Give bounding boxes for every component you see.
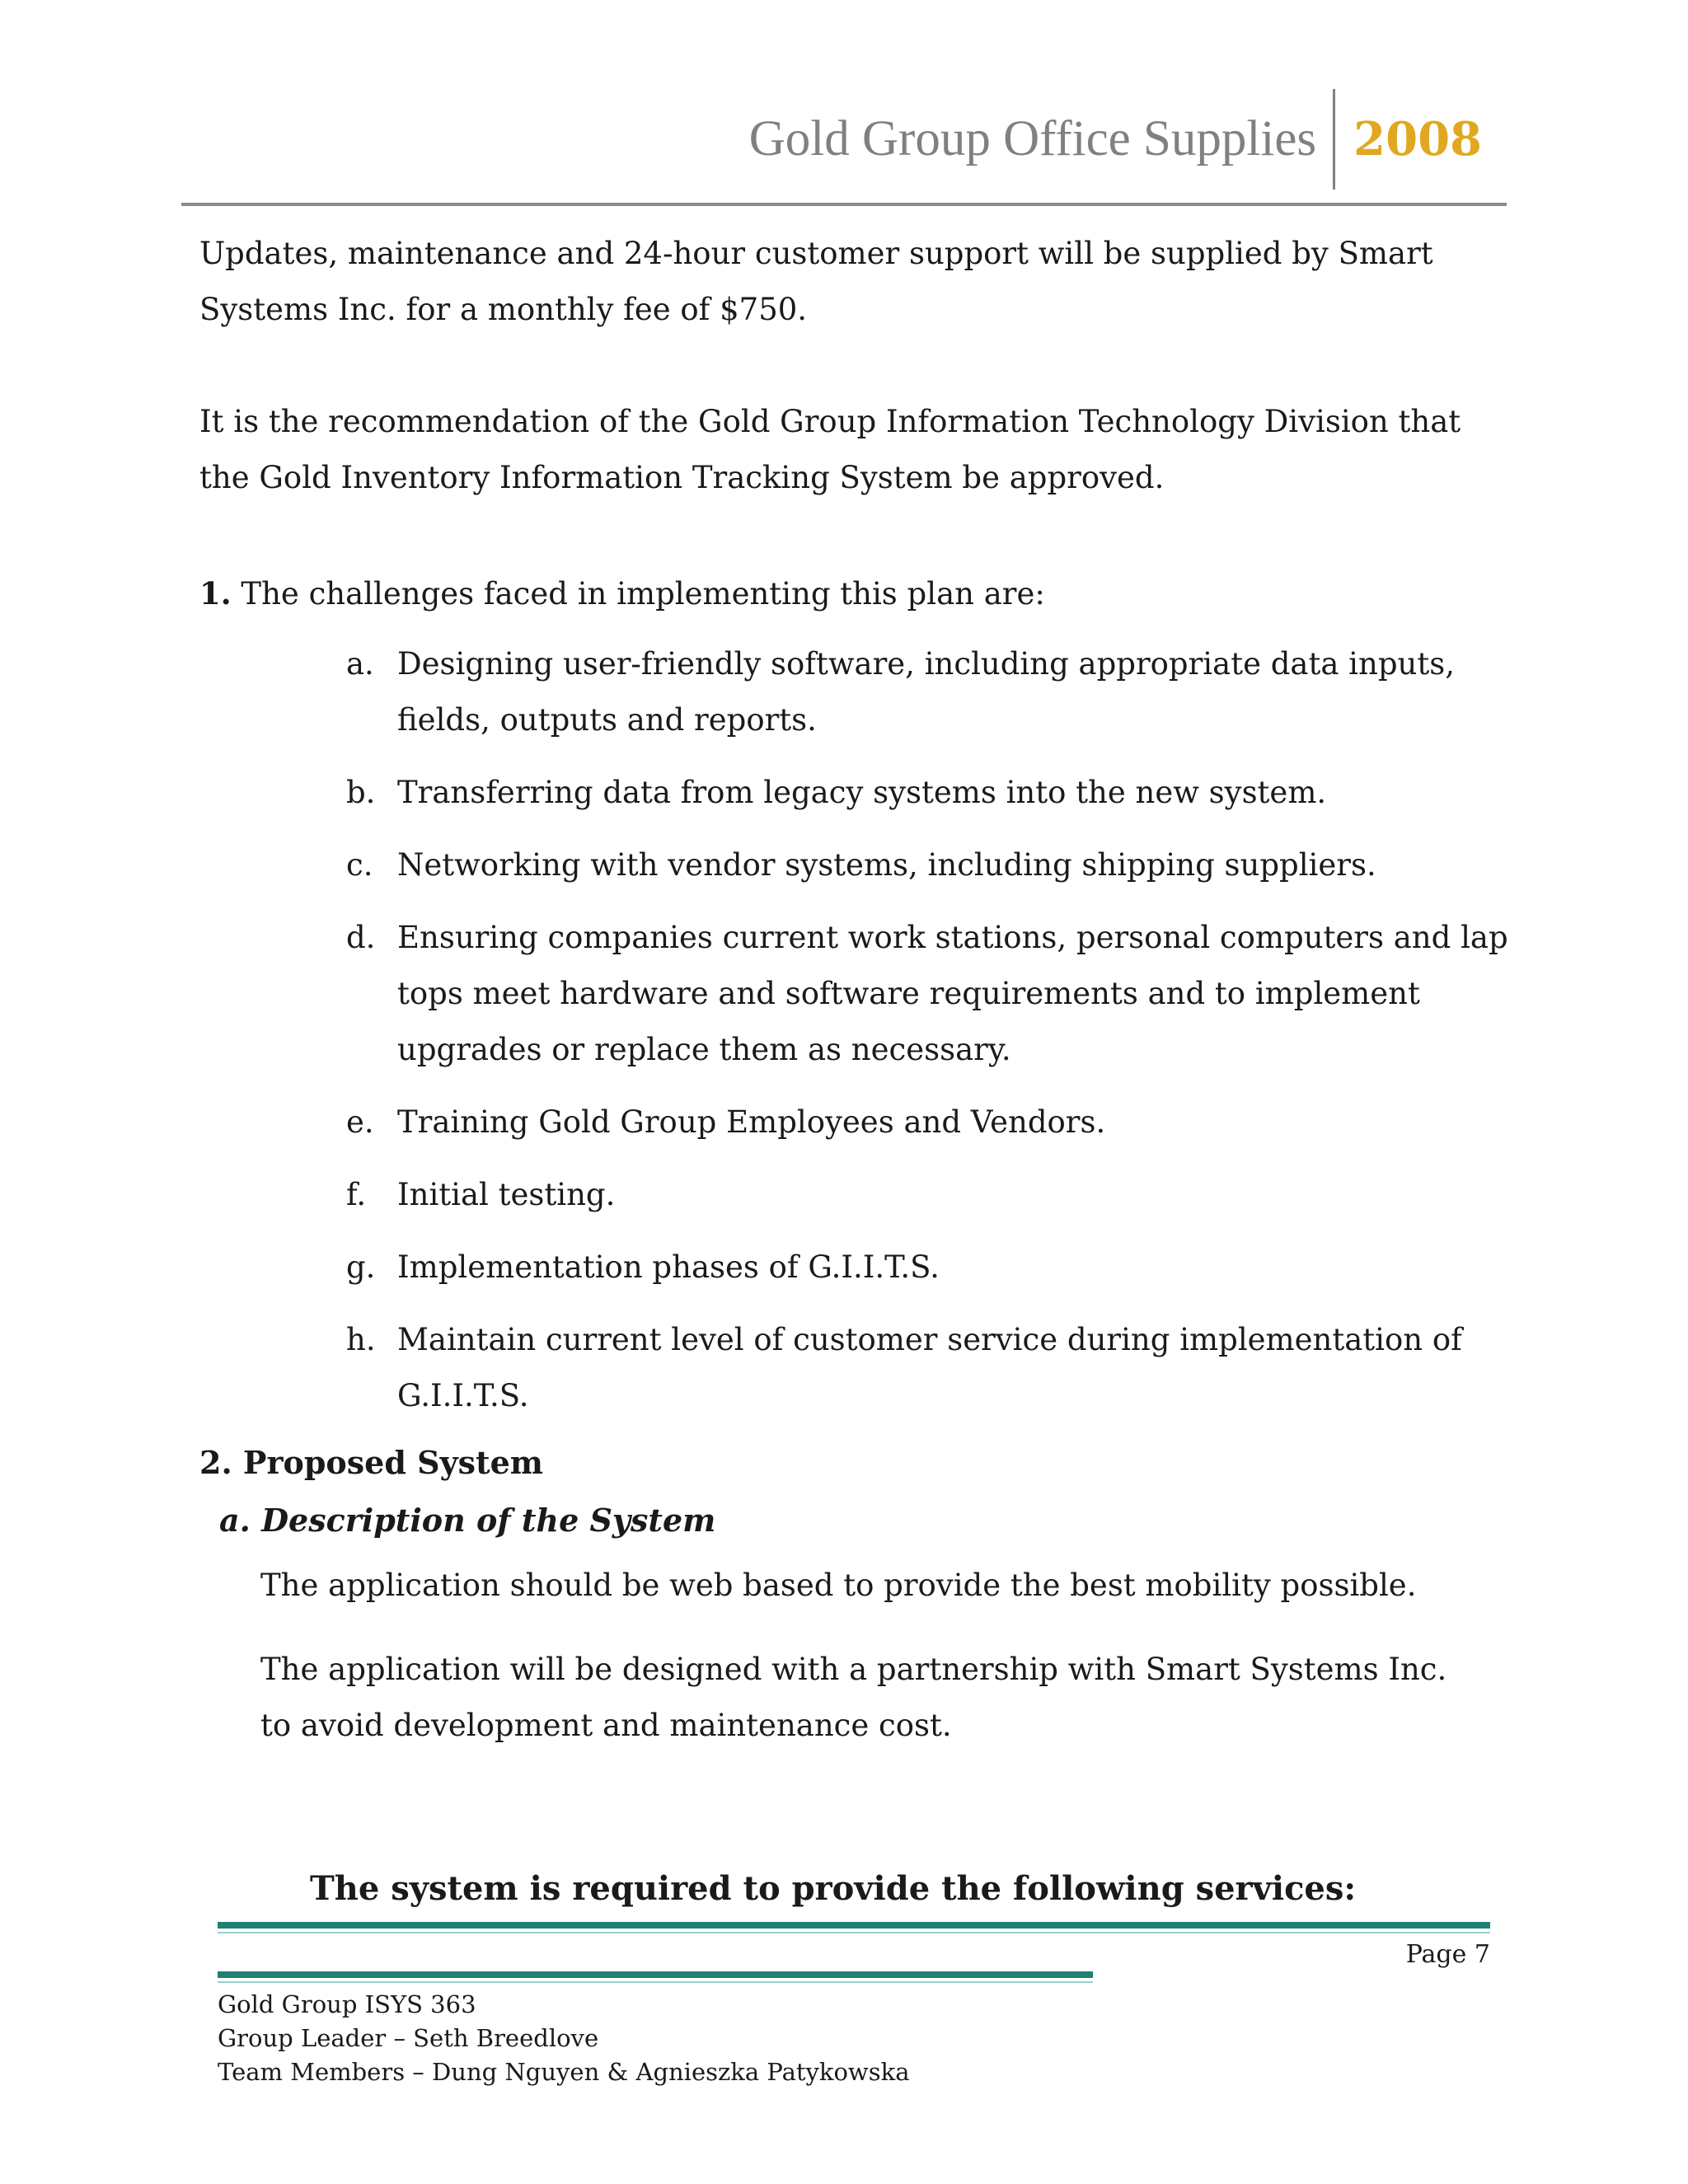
challenges-lead bbox=[199, 565, 1510, 622]
list-item-text: Initial testing. bbox=[397, 1177, 616, 1212]
page-header bbox=[749, 89, 1482, 190]
list-item bbox=[346, 636, 1508, 748]
challenges-number: 1. bbox=[199, 575, 232, 612]
list-item-text: Transferring data from legacy systems into the new system. bbox=[397, 775, 1327, 810]
list-item bbox=[346, 837, 1508, 893]
list-item-text: Designing user-friendly software, including appropriate data inputs, fields, outputs and reports. bbox=[397, 646, 1455, 738]
footer-divider-short-accent bbox=[218, 1981, 1093, 1983]
footer-group-leader: Group Leader – Seth Breedlove bbox=[218, 2024, 599, 2052]
list-item-text: Ensuring companies current work stations, personal computers and lap tops meet hardware and software requirements and to implement upgrades or replace them as necessary. bbox=[397, 920, 1508, 1067]
footer-course: Gold Group ISYS 363 bbox=[218, 1990, 476, 2018]
list-item bbox=[346, 1240, 1508, 1296]
list-marker: b. bbox=[346, 775, 376, 810]
list-item-text: Networking with vendor systems, including shipping suppliers. bbox=[397, 847, 1376, 883]
list-marker: g. bbox=[346, 1249, 376, 1285]
list-marker: h. bbox=[346, 1322, 376, 1357]
list-item bbox=[346, 910, 1508, 1078]
intro-paragraph-support: Updates, maintenance and 24-hour customer support will be supplied by Smart Systems Inc. for a monthly fee of $750. bbox=[199, 236, 1433, 327]
list-marker: a. bbox=[346, 646, 374, 682]
list-marker: e. bbox=[346, 1104, 374, 1140]
intro-paragraph-recommendation: It is the recommendation of the Gold Group Information Technology Division that the Gold Inventory Information Tracking System be approved. bbox=[199, 404, 1461, 495]
header-title: Gold Group Office Supplies bbox=[749, 89, 1335, 190]
services-heading: The system is required to provide the following services: bbox=[310, 1869, 1357, 1908]
list-marker: d. bbox=[346, 920, 376, 955]
page-footer bbox=[218, 1988, 910, 2089]
list-item-text: Implementation phases of G.I.I.T.S. bbox=[397, 1249, 940, 1285]
footer-divider-short bbox=[218, 1971, 1093, 1978]
description-paragraph-partnership: The application will be designed with a partnership with Smart Systems Inc. to avoid development and maintenance cost. bbox=[260, 1652, 1447, 1743]
list-item bbox=[346, 1094, 1508, 1151]
header-divider bbox=[181, 203, 1507, 206]
footer-divider-accent bbox=[218, 1932, 1490, 1933]
header-year: 2008 bbox=[1353, 112, 1482, 166]
list-marker: f. bbox=[346, 1177, 367, 1212]
challenges-lead-text: The challenges faced in implementing this plan are: bbox=[241, 576, 1045, 612]
footer-divider bbox=[218, 1922, 1490, 1929]
footer-team-members: Team Members – Dung Nguyen & Agnieszka Patykowska bbox=[218, 2058, 910, 2086]
list-item-text: Training Gold Group Employees and Vendors. bbox=[397, 1104, 1106, 1140]
challenges-list bbox=[346, 636, 1508, 1441]
list-item bbox=[346, 1167, 1508, 1223]
list-marker: c. bbox=[346, 847, 373, 883]
page-number: Page 7 bbox=[1405, 1940, 1490, 1969]
subsection-heading-description: a. Description of the System bbox=[219, 1502, 716, 1539]
list-item bbox=[346, 1312, 1508, 1424]
list-item-text: Maintain current level of customer service during implementation of G.I.I.T.S. bbox=[397, 1322, 1462, 1413]
section-heading-proposed-system: 2. Proposed System bbox=[199, 1444, 543, 1481]
list-item bbox=[346, 765, 1508, 821]
description-paragraph-web: The application should be web based to provide the best mobility possible. bbox=[260, 1568, 1417, 1603]
